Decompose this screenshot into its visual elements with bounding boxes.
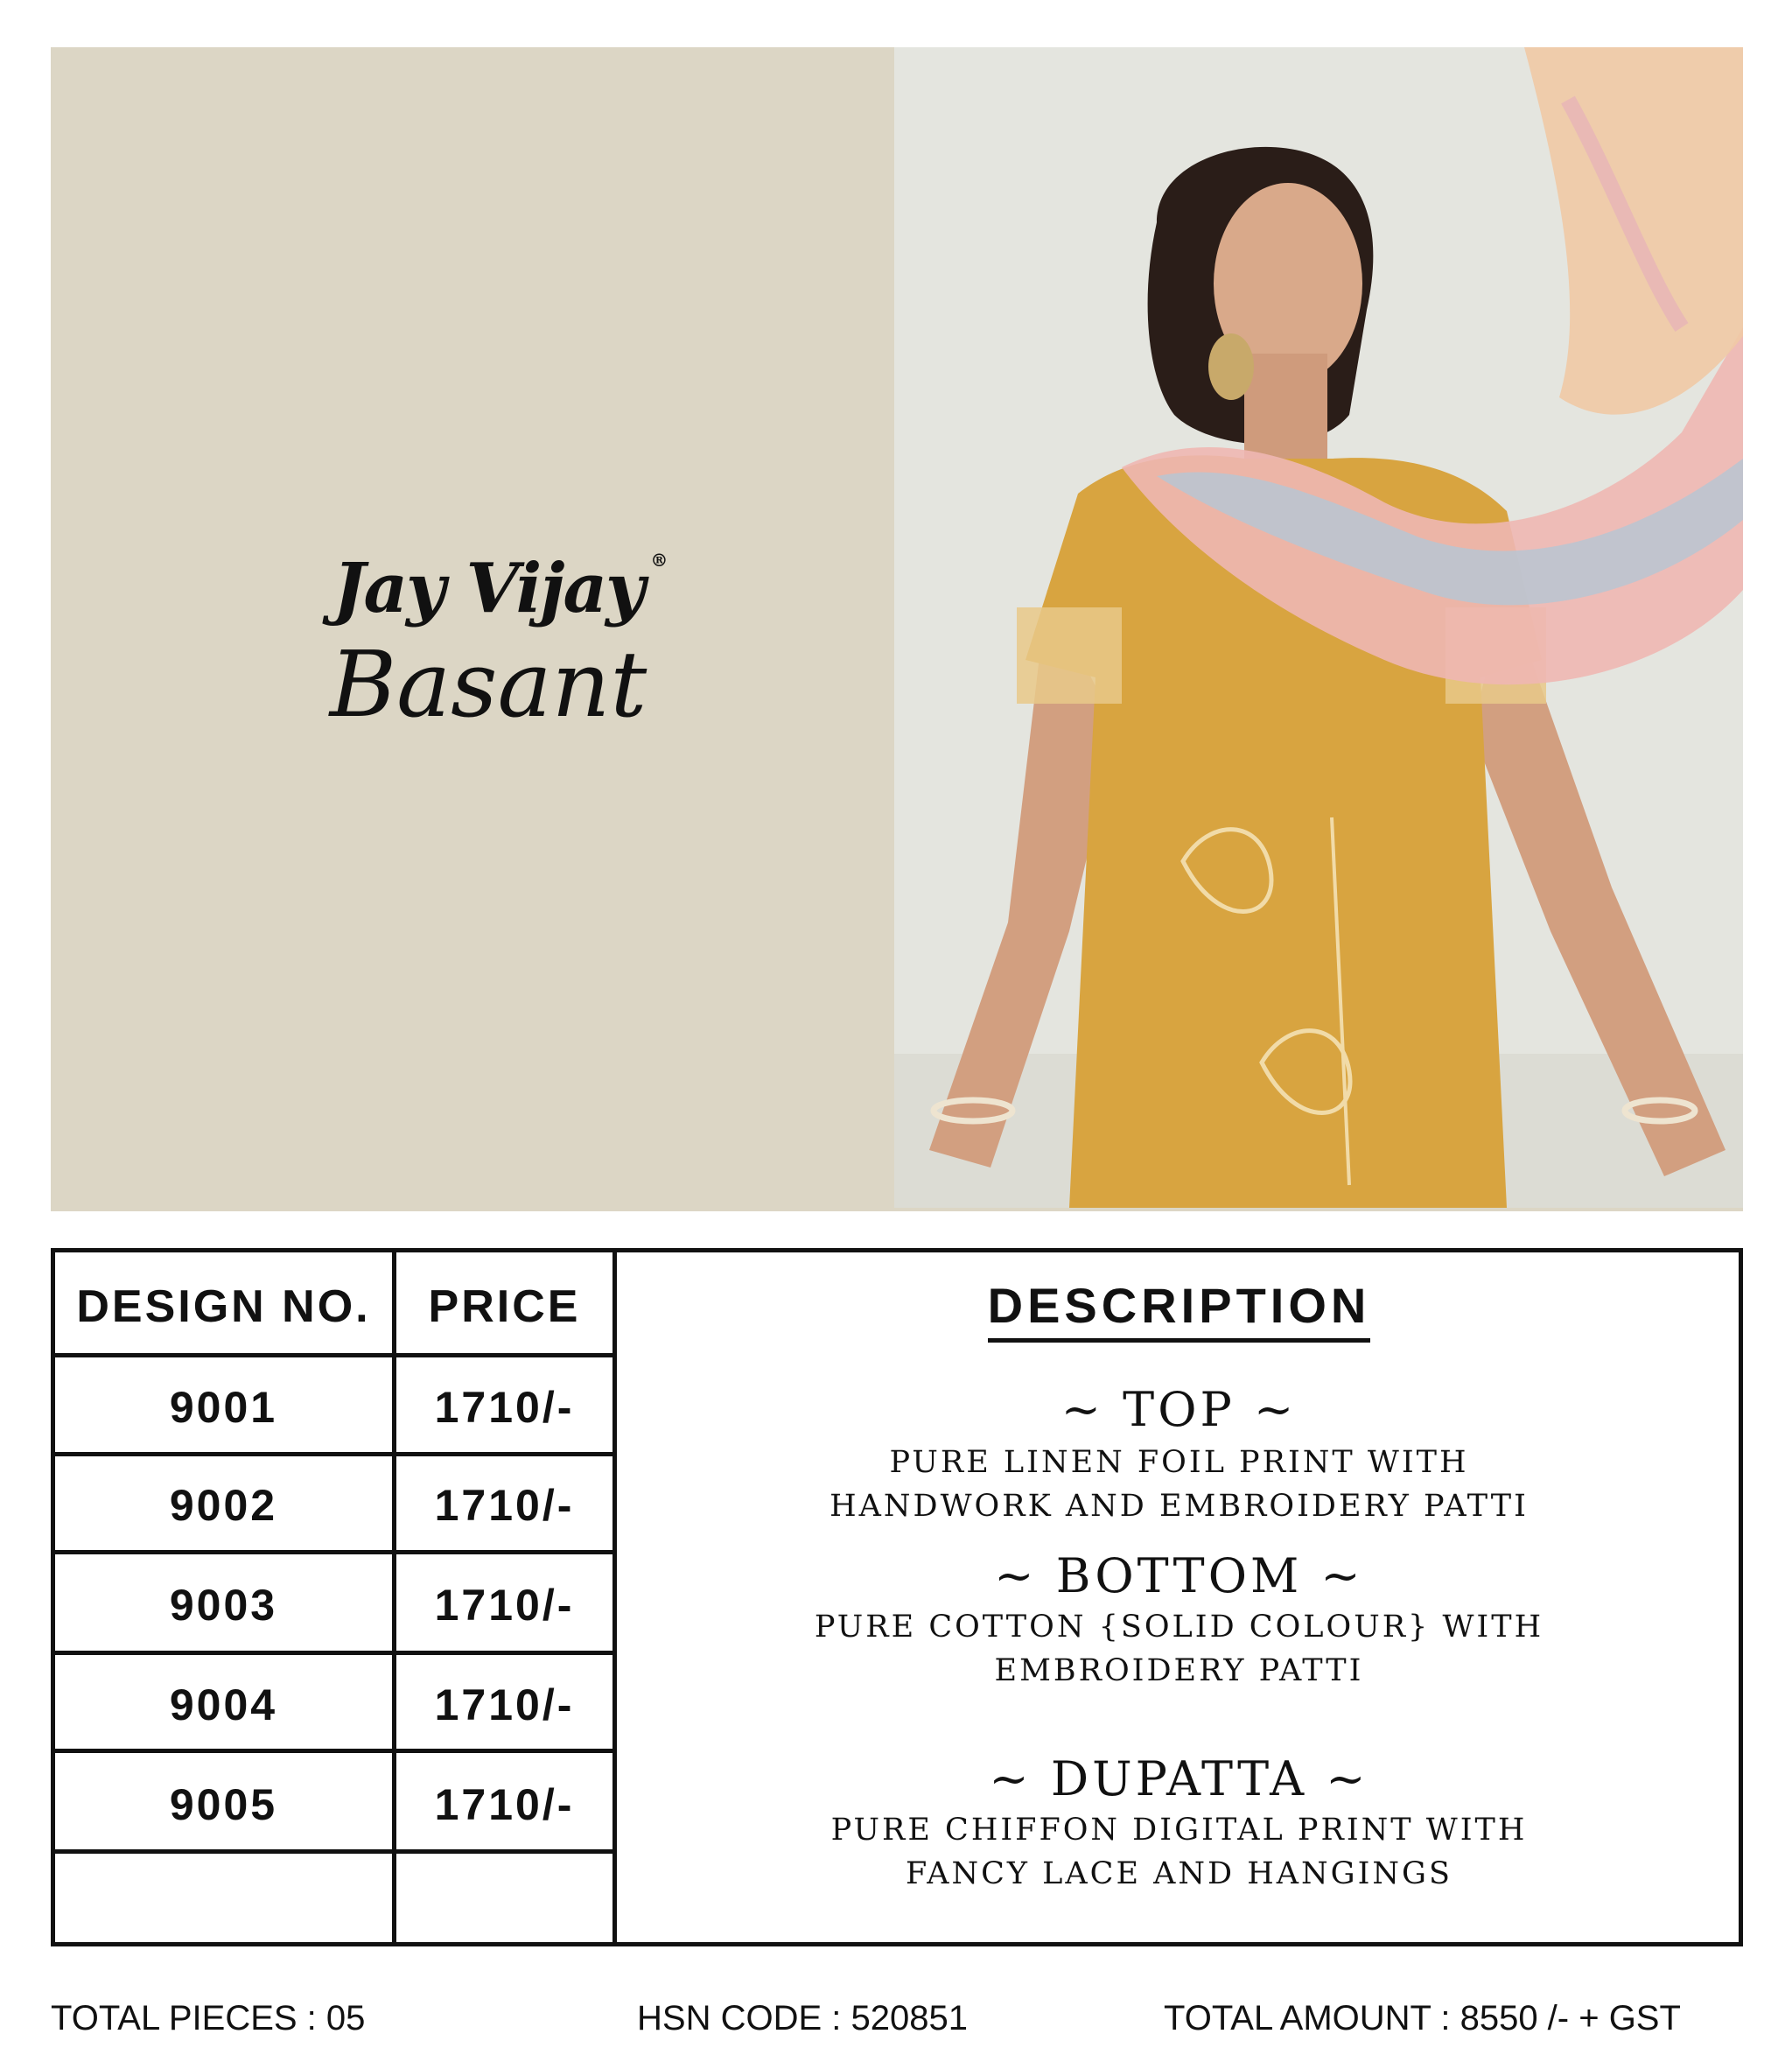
price-cell: 1710/- (434, 1581, 575, 1630)
design-cell: 9005 (169, 1780, 278, 1829)
row-divider (55, 1550, 617, 1554)
design-cell: 9001 (169, 1383, 278, 1432)
hero-banner (51, 47, 1743, 1211)
row-divider (55, 1651, 617, 1655)
model-photo-illustration (894, 47, 1743, 1208)
description-column (620, 1252, 1739, 1942)
bottom-heading: ~ BOTTOM ~ (994, 1548, 1364, 1603)
dupatta-line: FANCY LACE AND HANGINGS (906, 1856, 1452, 1891)
top-line: PURE LINEN FOIL PRINT WITH (889, 1445, 1469, 1480)
design-cell: 9002 (169, 1481, 278, 1530)
top-line: HANDWORK AND EMBROIDERY PATTI (830, 1489, 1529, 1524)
dupatta-line: PURE CHIFFON DIGITAL PRINT WITH (830, 1813, 1528, 1848)
description-title-text: DESCRIPTION (988, 1278, 1371, 1343)
price-cell: 1710/- (434, 1680, 575, 1729)
price-cell: 1710/- (434, 1481, 575, 1530)
row-divider (55, 1749, 617, 1753)
bottom-line: EMBROIDERY PATTI (994, 1653, 1364, 1688)
row-divider (55, 1849, 617, 1854)
design-cell: 9003 (169, 1581, 278, 1630)
model-photo (894, 47, 1743, 1208)
collection-name: Basant (329, 631, 648, 738)
brand-logo (332, 549, 667, 628)
dupatta-heading: ~ DUPATTA ~ (989, 1751, 1369, 1806)
header-design-no: DESIGN NO. (76, 1281, 371, 1332)
design-cell: 9004 (169, 1680, 278, 1729)
total-amount: TOTAL AMOUNT : 8550 /- + GST (1164, 1999, 1681, 2037)
bottom-line: PURE COTTON {SOLID COLOUR} WITH (814, 1610, 1544, 1645)
registered-mark: ® (650, 550, 667, 571)
brand-block (296, 549, 681, 738)
catalog-table (51, 1248, 1743, 1946)
row-divider (55, 1353, 617, 1357)
description-title (620, 1277, 1739, 1334)
row-divider (55, 1452, 617, 1456)
total-pieces: TOTAL PIECES : 05 (51, 1999, 366, 2037)
price-cell: 1710/- (434, 1383, 575, 1432)
price-cell: 1710/- (434, 1780, 575, 1829)
top-heading: ~ TOP ~ (1060, 1382, 1298, 1437)
header-price: PRICE (428, 1281, 581, 1332)
hsn-code: HSN CODE : 520851 (637, 1999, 968, 2037)
brand-logo-text: Jay Vijay (332, 549, 644, 628)
